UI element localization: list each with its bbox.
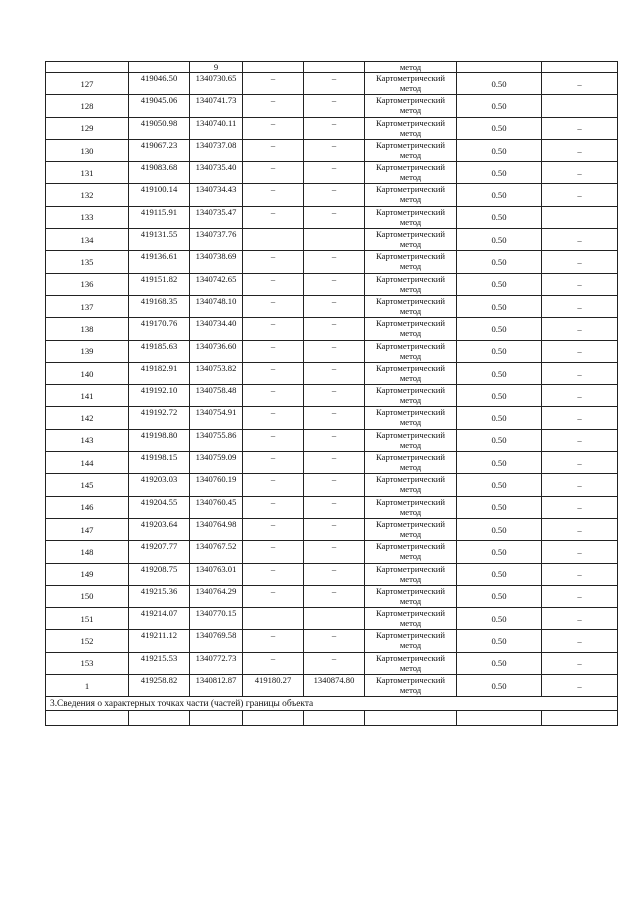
accuracy-value: 0.50 [457, 229, 542, 251]
y-coordinate: 1340764.29 [190, 585, 243, 607]
y-coordinate: 1340742.65 [190, 273, 243, 295]
determination-method: Картометрический метод [365, 452, 457, 474]
table-row [46, 184, 618, 206]
x-prev-coordinate: – [243, 95, 304, 117]
empty-cell [304, 711, 365, 726]
y-coordinate: 1340736.60 [190, 340, 243, 362]
determination-method: Картометрический метод [365, 229, 457, 251]
table-row [46, 385, 618, 407]
point-description: – [542, 652, 618, 674]
accuracy-value: 0.50 [457, 608, 542, 630]
point-description [542, 206, 618, 228]
x-prev-coordinate: – [243, 318, 304, 340]
point-description: – [542, 518, 618, 540]
accuracy-value: 0.50 [457, 340, 542, 362]
point-description: – [542, 162, 618, 184]
y-prev-coordinate: – [304, 139, 365, 161]
accuracy-value: 0.50 [457, 295, 542, 317]
y-prev-coordinate: – [304, 474, 365, 496]
table-row [46, 652, 618, 674]
table-row [46, 630, 618, 652]
y-prev-coordinate: – [304, 541, 365, 563]
empty-cell [365, 711, 457, 726]
section-title: 3.Сведения о характерных точках части (частей) границы объекта [46, 697, 618, 711]
x-coordinate: 419198.15 [129, 452, 190, 474]
point-description: – [542, 139, 618, 161]
point-number: 136 [46, 273, 129, 295]
accuracy-value: 0.50 [457, 585, 542, 607]
table-row [46, 429, 618, 451]
accuracy-value: 0.50 [457, 652, 542, 674]
x-prev-coordinate: – [243, 162, 304, 184]
y-prev-coordinate: – [304, 385, 365, 407]
x-prev-coordinate: 419180.27 [243, 675, 304, 697]
table-row [46, 362, 618, 384]
point-number: 148 [46, 541, 129, 563]
x-prev-coordinate: – [243, 452, 304, 474]
point-description: – [542, 229, 618, 251]
point-number: 140 [46, 362, 129, 384]
x-coordinate: 419204.55 [129, 496, 190, 518]
y-coordinate: 1340760.19 [190, 474, 243, 496]
point-number: 1 [46, 675, 129, 697]
table-row [46, 229, 618, 251]
table-row [46, 139, 618, 161]
x-prev-coordinate: – [243, 474, 304, 496]
point-description [542, 95, 618, 117]
table-row [46, 117, 618, 139]
x-prev-coordinate: – [243, 563, 304, 585]
point-description: – [542, 630, 618, 652]
y-prev-coordinate: – [304, 273, 365, 295]
y-prev-coordinate: – [304, 652, 365, 674]
accuracy-value: 0.50 [457, 251, 542, 273]
y-coordinate-tail: 9 [190, 62, 243, 73]
determination-method: Картометрический метод [365, 563, 457, 585]
point-number: 130 [46, 139, 129, 161]
accuracy-value: 0.50 [457, 452, 542, 474]
x-coordinate: 419192.72 [129, 407, 190, 429]
y-prev-coordinate: – [304, 318, 365, 340]
point-description: – [542, 318, 618, 340]
empty-cell [129, 711, 190, 726]
point-description: – [542, 184, 618, 206]
determination-method: Картометрический метод [365, 295, 457, 317]
y-coordinate: 1340734.40 [190, 318, 243, 340]
accuracy-value: 0.50 [457, 407, 542, 429]
point-description: – [542, 73, 618, 95]
accuracy-value: 0.50 [457, 362, 542, 384]
x-prev-coordinate [243, 608, 304, 630]
x-coordinate: 419208.75 [129, 563, 190, 585]
point-number: 137 [46, 295, 129, 317]
x-prev-coordinate: – [243, 117, 304, 139]
table-row [46, 206, 618, 228]
x-coordinate: 419182.91 [129, 362, 190, 384]
x-prev-coordinate: – [243, 518, 304, 540]
point-description: – [542, 608, 618, 630]
table-row [46, 541, 618, 563]
y-prev-coordinate: – [304, 117, 365, 139]
x-coordinate: 419050.98 [129, 117, 190, 139]
y-prev-coordinate: – [304, 518, 365, 540]
x-prev-coordinate: – [243, 541, 304, 563]
x-coordinate: 419185.63 [129, 340, 190, 362]
point-description: – [542, 585, 618, 607]
x-coordinate: 419115.91 [129, 206, 190, 228]
y-prev-coordinate: – [304, 585, 365, 607]
accuracy-value: 0.50 [457, 429, 542, 451]
point-description: – [542, 496, 618, 518]
y-prev-coordinate: – [304, 184, 365, 206]
determination-method: Картометрический метод [365, 139, 457, 161]
y-prev-coordinate: – [304, 563, 365, 585]
table-row [46, 608, 618, 630]
determination-method: Картометрический метод [365, 652, 457, 674]
point-number: 131 [46, 162, 129, 184]
boundary-points-table [45, 61, 618, 726]
point-description: – [542, 295, 618, 317]
empty-cell [542, 711, 618, 726]
y-prev-coordinate [304, 608, 365, 630]
x-prev-coordinate: – [243, 407, 304, 429]
table-row [46, 95, 618, 117]
x-prev-coordinate: – [243, 206, 304, 228]
accuracy-value: 0.50 [457, 675, 542, 697]
determination-method: Картометрический метод [365, 273, 457, 295]
point-description: – [542, 429, 618, 451]
point-number: 128 [46, 95, 129, 117]
accuracy-value: 0.50 [457, 518, 542, 540]
point-number: 147 [46, 518, 129, 540]
table-row [46, 675, 618, 697]
determination-method: Картометрический метод [365, 608, 457, 630]
table-row [46, 318, 618, 340]
x-prev-coordinate: – [243, 295, 304, 317]
table-row [46, 407, 618, 429]
point-number: 132 [46, 184, 129, 206]
y-coordinate: 1340741.73 [190, 95, 243, 117]
point-number: 141 [46, 385, 129, 407]
accuracy-value: 0.50 [457, 318, 542, 340]
x-coordinate: 419211.12 [129, 630, 190, 652]
x-coordinate: 419214.07 [129, 608, 190, 630]
y-coordinate: 1340812.87 [190, 675, 243, 697]
point-description: – [542, 541, 618, 563]
x-prev-coordinate: – [243, 362, 304, 384]
determination-method: Картометрический метод [365, 585, 457, 607]
empty-row [46, 711, 618, 726]
x-prev-coordinate: – [243, 496, 304, 518]
point-number: 127 [46, 73, 129, 95]
y-prev-coordinate: – [304, 95, 365, 117]
point-description: – [542, 385, 618, 407]
empty-cell [457, 711, 542, 726]
x-coordinate: 419136.61 [129, 251, 190, 273]
accuracy-value: 0.50 [457, 162, 542, 184]
x-coordinate: 419100.14 [129, 184, 190, 206]
determination-method: Картометрический метод [365, 184, 457, 206]
point-description: – [542, 563, 618, 585]
point-number: 152 [46, 630, 129, 652]
point-description: – [542, 474, 618, 496]
x-coordinate: 419170.76 [129, 318, 190, 340]
table-row [46, 162, 618, 184]
x-coordinate: 419215.53 [129, 652, 190, 674]
determination-method: Картометрический метод [365, 73, 457, 95]
determination-method: Картометрический метод [365, 95, 457, 117]
accuracy-value: 0.50 [457, 206, 542, 228]
point-number: 142 [46, 407, 129, 429]
x-coordinate: 419151.82 [129, 273, 190, 295]
table-row [46, 496, 618, 518]
continued-row [46, 62, 618, 73]
empty-cell [243, 711, 304, 726]
point-number: 143 [46, 429, 129, 451]
accuracy-value: 0.50 [457, 117, 542, 139]
x-coordinate: 419258.82 [129, 675, 190, 697]
table-row [46, 73, 618, 95]
x-prev-coordinate: – [243, 340, 304, 362]
y-coordinate: 1340730.65 [190, 73, 243, 95]
x-prev-coordinate: – [243, 652, 304, 674]
method-tail: метод [365, 62, 457, 73]
x-coordinate: 419207.77 [129, 541, 190, 563]
y-coordinate: 1340754.91 [190, 407, 243, 429]
point-number: 138 [46, 318, 129, 340]
table-row [46, 452, 618, 474]
table-row [46, 251, 618, 273]
x-prev-coordinate: – [243, 630, 304, 652]
x-prev-coordinate: – [243, 184, 304, 206]
point-description: – [542, 340, 618, 362]
point-number: 139 [46, 340, 129, 362]
accuracy-value: 0.50 [457, 496, 542, 518]
point-number: 145 [46, 474, 129, 496]
y-coordinate: 1340755.86 [190, 429, 243, 451]
y-prev-coordinate: – [304, 362, 365, 384]
point-number: 151 [46, 608, 129, 630]
y-prev-coordinate: – [304, 496, 365, 518]
x-prev-coordinate: – [243, 385, 304, 407]
x-prev-coordinate: – [243, 73, 304, 95]
determination-method: Картометрический метод [365, 206, 457, 228]
determination-method: Картометрический метод [365, 518, 457, 540]
y-prev-coordinate: – [304, 630, 365, 652]
x-coordinate: 419203.03 [129, 474, 190, 496]
y-coordinate: 1340735.40 [190, 162, 243, 184]
table-row [46, 340, 618, 362]
y-coordinate: 1340759.09 [190, 452, 243, 474]
accuracy-value: 0.50 [457, 73, 542, 95]
empty-cell [46, 711, 129, 726]
x-prev-coordinate [243, 229, 304, 251]
y-prev-coordinate: – [304, 407, 365, 429]
determination-method: Картометрический метод [365, 385, 457, 407]
x-coordinate: 419203.64 [129, 518, 190, 540]
point-description: – [542, 407, 618, 429]
point-description: – [542, 452, 618, 474]
point-number: 146 [46, 496, 129, 518]
point-description: – [542, 675, 618, 697]
y-coordinate: 1340772.73 [190, 652, 243, 674]
x-prev-coordinate: – [243, 251, 304, 273]
y-coordinate: 1340738.69 [190, 251, 243, 273]
x-coordinate: 419192.10 [129, 385, 190, 407]
point-number: 129 [46, 117, 129, 139]
table-row [46, 518, 618, 540]
empty-cell [190, 711, 243, 726]
section-heading-row [46, 697, 618, 711]
table-row [46, 474, 618, 496]
y-prev-coordinate [304, 229, 365, 251]
determination-method: Картометрический метод [365, 362, 457, 384]
determination-method: Картометрический метод [365, 630, 457, 652]
y-coordinate: 1340769.58 [190, 630, 243, 652]
determination-method: Картометрический метод [365, 474, 457, 496]
determination-method: Картометрический метод [365, 340, 457, 362]
x-coordinate: 419131.55 [129, 229, 190, 251]
point-number: 150 [46, 585, 129, 607]
point-number: 149 [46, 563, 129, 585]
accuracy-value: 0.50 [457, 273, 542, 295]
y-prev-coordinate: – [304, 340, 365, 362]
x-coordinate: 419198.80 [129, 429, 190, 451]
point-description: – [542, 117, 618, 139]
table-row [46, 563, 618, 585]
y-prev-coordinate: – [304, 295, 365, 317]
y-prev-coordinate: – [304, 452, 365, 474]
table-row [46, 273, 618, 295]
y-coordinate: 1340748.10 [190, 295, 243, 317]
point-description: – [542, 273, 618, 295]
y-coordinate: 1340760.45 [190, 496, 243, 518]
point-number: 144 [46, 452, 129, 474]
determination-method: Картометрический метод [365, 675, 457, 697]
determination-method: Картометрический метод [365, 318, 457, 340]
table-row [46, 585, 618, 607]
y-coordinate: 1340758.48 [190, 385, 243, 407]
y-prev-coordinate: 1340874.80 [304, 675, 365, 697]
accuracy-value: 0.50 [457, 630, 542, 652]
x-prev-coordinate: – [243, 585, 304, 607]
y-coordinate: 1340737.08 [190, 139, 243, 161]
y-prev-coordinate: – [304, 251, 365, 273]
point-number: 134 [46, 229, 129, 251]
x-prev-coordinate: – [243, 429, 304, 451]
point-description: – [542, 362, 618, 384]
y-coordinate: 1340767.52 [190, 541, 243, 563]
determination-method: Картометрический метод [365, 541, 457, 563]
determination-method: Картометрический метод [365, 407, 457, 429]
y-prev-coordinate: – [304, 162, 365, 184]
x-coordinate: 419045.06 [129, 95, 190, 117]
y-prev-coordinate: – [304, 73, 365, 95]
x-coordinate: 419083.68 [129, 162, 190, 184]
y-prev-coordinate: – [304, 206, 365, 228]
x-coordinate: 419168.35 [129, 295, 190, 317]
determination-method: Картометрический метод [365, 496, 457, 518]
y-coordinate: 1340734.43 [190, 184, 243, 206]
y-coordinate: 1340753.82 [190, 362, 243, 384]
accuracy-value: 0.50 [457, 541, 542, 563]
x-prev-coordinate: – [243, 139, 304, 161]
accuracy-value: 0.50 [457, 563, 542, 585]
accuracy-value: 0.50 [457, 385, 542, 407]
determination-method: Картометрический метод [365, 117, 457, 139]
y-coordinate: 1340764.98 [190, 518, 243, 540]
x-coordinate: 419215.36 [129, 585, 190, 607]
determination-method: Картометрический метод [365, 429, 457, 451]
y-coordinate: 1340735.47 [190, 206, 243, 228]
y-coordinate: 1340770.15 [190, 608, 243, 630]
point-description: – [542, 251, 618, 273]
accuracy-value: 0.50 [457, 474, 542, 496]
accuracy-value: 0.50 [457, 95, 542, 117]
accuracy-value: 0.50 [457, 184, 542, 206]
determination-method: Картометрический метод [365, 162, 457, 184]
x-coordinate: 419046.50 [129, 73, 190, 95]
x-coordinate: 419067.23 [129, 139, 190, 161]
x-prev-coordinate: – [243, 273, 304, 295]
y-coordinate: 1340740.11 [190, 117, 243, 139]
table-row [46, 295, 618, 317]
accuracy-value: 0.50 [457, 139, 542, 161]
point-number: 133 [46, 206, 129, 228]
y-coordinate: 1340763.01 [190, 563, 243, 585]
determination-method: Картометрический метод [365, 251, 457, 273]
point-number: 135 [46, 251, 129, 273]
y-coordinate: 1340737.76 [190, 229, 243, 251]
point-number: 153 [46, 652, 129, 674]
y-prev-coordinate: – [304, 429, 365, 451]
